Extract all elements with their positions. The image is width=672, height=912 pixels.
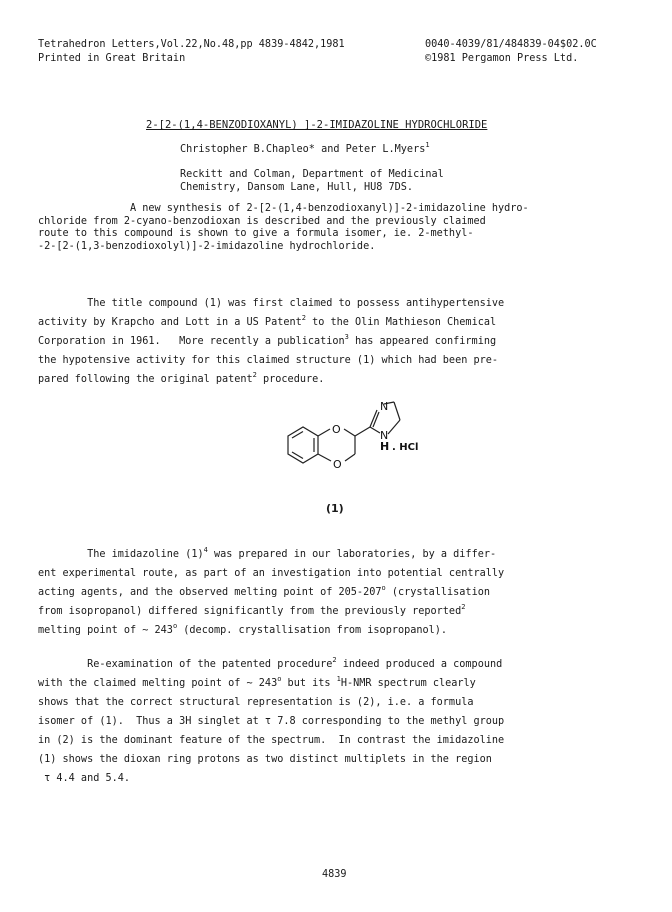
para3-line: τ 4.4 and 5.4. — [38, 773, 131, 784]
atom-n-top: N — [380, 400, 389, 413]
atom-o-top: O — [332, 423, 341, 436]
page-number: 4839 — [322, 869, 347, 880]
para2-line: The imidazoline $(1)^4$ was prepared in our laboratories, by a differ- — [38, 546, 497, 560]
structure-label: (1) — [326, 502, 344, 515]
superscript: 4 — [203, 546, 208, 554]
para2-line: from isopropanol) differed significantly from the previously reported$^2$ — [38, 603, 466, 617]
superscript: o — [172, 622, 178, 630]
atom-o-bottom: O — [333, 458, 342, 471]
copyright-line: ©1981 Pergamon Press Ltd. — [425, 53, 579, 64]
para3-line: with the claimed melting point of ~ 243$^o$ but its $^1$H-NMR spectrum clearly — [38, 675, 476, 689]
abstract-line-1: A new synthesis of 2-[2-(1,4-benzodioxanyl)]-2-imidazoline hydro- — [130, 203, 529, 214]
para1-line: The title compound (1) was first claimed to possess antihypertensive — [38, 298, 505, 309]
article-title: 2-[2-(1,4-BENZODIOXANYL) ]-2-IMIDAZOLINE HYDROCHLORIDE — [146, 119, 488, 131]
superscript: o — [381, 584, 386, 592]
para2-line: acting agents, and the observed melting point of 205-207$^o$ (crystallisation — [38, 584, 490, 598]
para3-line: in (2) is the dominant feature of the spectrum. In contrast the imidazoline — [38, 735, 505, 746]
atom-h: H — [380, 440, 390, 453]
atom-n-bottom: N — [380, 429, 389, 442]
para2-line: melting point of ~ 243$^o$ (decomp. crystallisation from isopropanol). — [38, 622, 448, 636]
para3-line: (1) shows the dioxan ring protons as two distinct multiplets in the region — [38, 754, 492, 765]
author-line — [180, 143, 430, 156]
para3-line: Re-examination of the patented procedure$^2$ indeed produced a compound — [38, 656, 503, 670]
affiliation-line-2: Chemistry, Dansom Lane, Hull, HU8 7DS. — [180, 182, 414, 193]
para1-line: the hypotensive activity for this claimed structure (1) which had been pre- — [38, 355, 499, 366]
superscript: 1 — [336, 675, 341, 683]
abstract-line-2: chloride from 2-cyano-benzodioxan is described and the previously claimed — [38, 215, 486, 227]
para1-line: activity by Krapcho and Lott in a US Patent$^2$ to the Olin Mathieson Chemical — [38, 314, 497, 328]
salt-label: . HCl — [392, 442, 419, 453]
authors: Christopher B.Chapleo* and Peter L.Myers — [180, 144, 426, 155]
abstract-line-4: -2-[2-(1,3-benzodioxolyl)]-2-imidazoline hydrochloride. — [38, 240, 376, 252]
para3-line: isomer of (1). Thus a 3H singlet at τ 7.8 corresponding to the methyl group — [38, 716, 505, 727]
superscript: 2 — [252, 371, 257, 379]
affiliation-line-1: Reckitt and Colman, Department of Medicinal — [180, 169, 444, 180]
chemical-structure-1 — [270, 398, 420, 494]
printed-note: Printed in Great Britain — [38, 53, 186, 64]
para2-line: ent experimental route, as part of an investigation into potential centrally — [38, 568, 505, 579]
para1-line: Corporation in 1961. More recently a publication$^3$ has appeared confirming — [38, 333, 497, 347]
author-footnote-mark: 1 — [425, 141, 430, 149]
superscript: 2 — [332, 656, 337, 664]
para3-line: shows that the correct structural representation is (2), i.e. a formula — [38, 697, 474, 708]
para1-line: pared following the original patent$^2$ procedure. — [38, 371, 325, 385]
article-code: 0040-4039/81/484839-04$02.0C — [425, 39, 597, 50]
superscript: 2 — [461, 603, 466, 611]
superscript: o — [277, 675, 282, 683]
superscript: 2 — [301, 314, 306, 322]
abstract-line-3: route to this compound is shown to give a formula isomer, ie. 2-methyl- — [38, 228, 474, 239]
superscript: 3 — [344, 333, 349, 341]
journal-citation: Tetrahedron Letters,Vol.22,No.48,pp 4839-4842,1981 — [38, 39, 345, 50]
